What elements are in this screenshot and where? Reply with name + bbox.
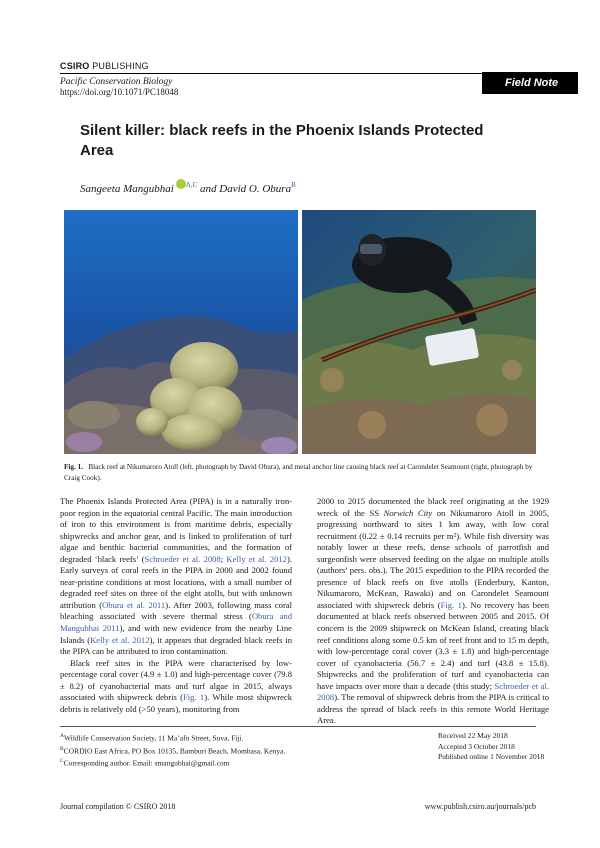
journal-name: Pacific Conservation Biology <box>60 77 173 87</box>
affiliation-b: $^B$CORDIO East Africa, PO Box 10135, Bamburi Beach, Mombasa, Kenya. <box>60 745 286 755</box>
author-2-affiliation[interactable]: B <box>291 181 296 189</box>
footnote-rule <box>60 726 536 727</box>
ship-name: Norwich City <box>383 507 433 518</box>
citation-link[interactable]: Kelly et al. 2012 <box>90 634 150 645</box>
author-2-name: and David O. Obura <box>197 183 292 195</box>
figure-label: Fig. 1. <box>64 463 83 471</box>
figure-caption-text: Black reef at Nikumaroro Atoll (left, photograph by David Obura), and metal anchor line causing black reef at Carondelet Seamount (right, photograph by Craig Cook). <box>64 463 533 482</box>
body-column-right <box>317 496 549 727</box>
date-received: Received 22 May 2018 <box>438 731 508 740</box>
paragraph-2: Black reef sites in the PIPA were characterised by low-percentage coral cover (4.9 ± 1.0) and high-percentage cover (79.8 ± 8.2) of cyanobacterial mats and turf algae in 2015, always associated with shipwreck debris (Fig. 1). While most shipwreck debris is relatively old (>50 years), monitoring from <box>60 657 292 714</box>
author-1-affiliation[interactable]: A,C <box>185 181 198 189</box>
orcid-icon[interactable] <box>176 179 186 189</box>
citation-link[interactable]: Kelly et al. 2012 <box>226 553 287 564</box>
paragraph-1: The Phoenix Islands Protected Area (PIPA) is in a naturally iron-poor region in the equatorial central Pacific. The main introduction of iron to this environment is from maritime debris, especially shipwrecks and anchor gear, and is linked to proliferation of turf algae and benthic bacterial communities, and the formation of degraded ‘black reefs’ (Schroeder et al. 2008; Kelly et al. 2012). Early surveys of coral reefs in the PIPA in 2000 and 2002 found near-pristine conditions at most locations, with a small number of degraded reef sites on three of the eight atolls, but with unknown attribution (Obura et al. 2011). After 2003, following mass coral bleaching associated with severe thermal stress (Obura and Mangubhai 2011), and with new evidence from the nearby Line Islands (Kelly et al. 2012), it appears that degraded black reefs in the PIPA can be attributed to iron contamination. <box>60 496 293 657</box>
article-dates <box>438 731 544 763</box>
figure-photo-right <box>302 210 536 454</box>
date-published: Published online 1 November 2018 <box>438 752 545 761</box>
affiliations <box>60 731 285 769</box>
publisher-name: CSIRO PUBLISHING <box>60 61 149 71</box>
copyright-notice: Journal compilation © CSIRO 2018 <box>60 802 176 811</box>
author-1-name[interactable]: Sangeeta Mangubhai <box>80 183 174 195</box>
figure-link[interactable]: Fig. 1 <box>440 599 462 610</box>
body-column-left <box>60 496 292 715</box>
figure-photo-left <box>64 210 298 454</box>
paragraph-3: 2000 to 2015 documented the black reef originating at the 1929 wreck of the SS Norwich City on Nikumaroro Atoll in 2005, progressing northward to sites 1 km away, with low coral recruitment (0.22 ± 0.14 recruits per m²). While fish diversity was notably lower at these reefs, dense schools of parrotfish and surgeonfish were observed feeding on the algae on multiple atolls (authors’ pers. obs.). The 2015 expedition to the PIPA recorded the presence of black reefs on five atolls (Enderbury, Kanton, Nikumaroro, McKean, Rawaki) and on Carondelet Seamount associated with shipwreck debris (Fig. 1). No recovery has been documented at black reefs observed between 2005 and 2015. Of concern is the 2009 shipwreck on McKean Island, creating black reef conditions along some 0.5 km of reef front and to 15 m depth, with low-percentage coral cover (3.3 ± 1.8) and high-percentage cover of cyanobacteria (56.7 ± 2.4) and turf (43.8 ± 15.8). Shipwrecks and the proliferation of turf and cyanobacteria can have impacts over more than a decade (this study; Schroeder et al. 2008). The removal of shipwreck debris from the PIPA is critical to address the spread of black reefs in this remote World Heritage Area. <box>317 496 550 726</box>
citation-link[interactable]: Obura et al. 2011 <box>102 599 166 610</box>
corresponding-author: $^C$Corresponding author. Email: smangubhai@gmail.com <box>60 758 230 768</box>
doi-link[interactable]: https://doi.org/10.1071/PC18048 <box>60 87 179 97</box>
figure-link[interactable]: Fig. 1 <box>182 692 205 703</box>
citation-link[interactable]: Schroeder et al. 2008 <box>317 680 550 703</box>
header-rule <box>60 73 538 74</box>
author-line <box>80 179 296 195</box>
citation-link[interactable]: Schroeder et al. 2008 <box>144 553 221 564</box>
figure-caption <box>64 462 536 483</box>
article-title: Silent killer: black reefs in the Phoenix Islands Protected Area <box>80 122 484 159</box>
citation-link[interactable]: Obura and Mangubhai 2011 <box>60 611 292 634</box>
journal-url[interactable]: www.publish.csiro.au/journals/pcb <box>424 802 536 811</box>
affiliation-a: $^A$Wildlife Conservation Society, 11 Ma’afu Street, Suva, Fiji. <box>60 733 244 743</box>
article-type-badge: Field Note <box>482 72 578 94</box>
date-accepted: Accepted 3 October 2018 <box>438 741 515 751</box>
